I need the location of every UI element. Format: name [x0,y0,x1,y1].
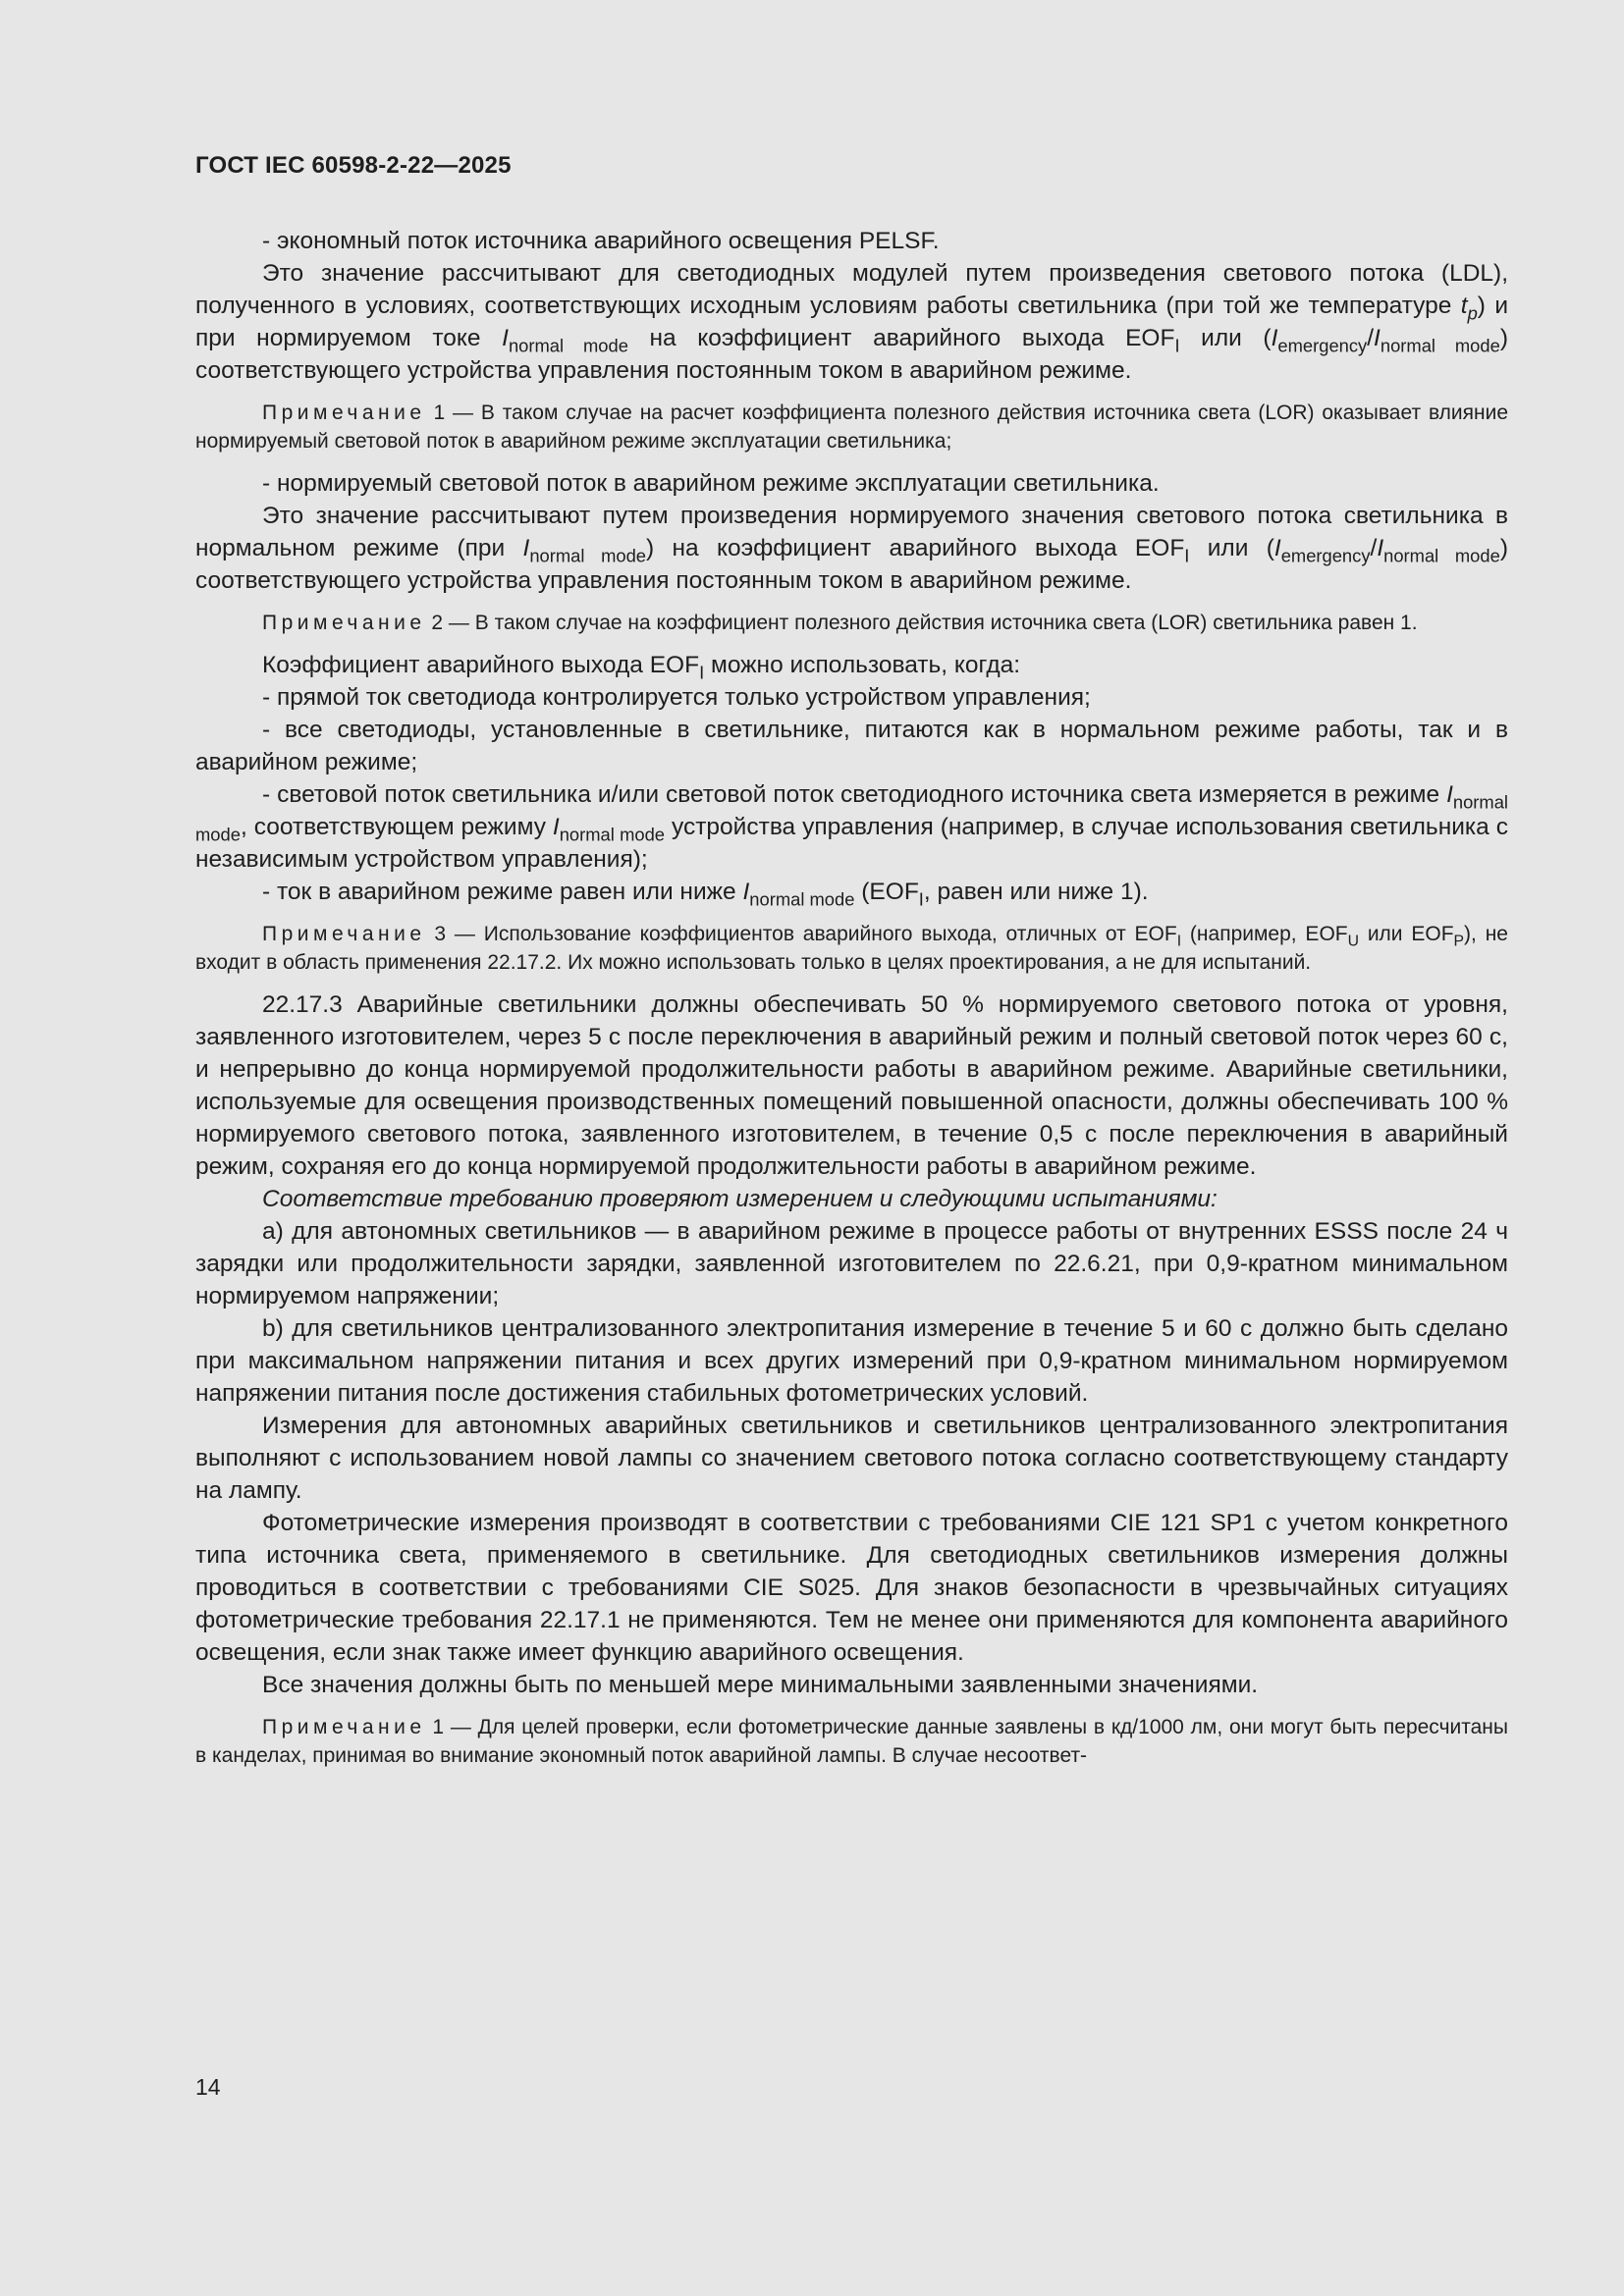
list-item: b) для светильников централизованного электропитания измерение в течение 5 и 60 с должно быть сделано при максимальном напряжении питания и всех других измерений при 0,9-кратном минимальном нормируемом напряжении питания после достижения стабильных фотометрических условий. [195,1315,1508,1407]
note: Примечание 3 — Использование коэффициентов аварийного выхода, отличных от $EOF_I$ (например, $EOF_U$ или $EOF_P$), не входит в область применения 22.17.2. Их можно использовать только в целях проектирования, а не для испытаний. [195,923,1508,974]
list-item: - ток в аварийном режиме равен или ниже $I_{normal mode}$ ($EOF_I$, равен или ниже 1). [262,879,1149,910]
list-item: - прямой ток светодиода контролируется только устройством управления; [262,684,1091,711]
compliance-statement: Соответствие требованию проверяют измерением и следующими испытаниями: [262,1186,1218,1212]
note-label: Примечание [262,612,426,634]
list-item: - световой поток светильника и/или световой поток светодиодного источника света измеряется в режиме $I_{normal mode}$, соответствующем режиму $I_{normal mode}$ устройства управления (например, в случае использования светильника с независимым устройством управления); [195,781,1508,873]
page-number: 14 [195,2074,221,2100]
note: Примечание 1 — Для целей проверки, если фотометрические данные заявлены в кд/1000 лм, они могут быть пересчитаны в канделах, принимая во внимание экономный поток аварийной лампы. В случае несоответ- [195,1716,1508,1767]
list-item: - все светодиоды, установленные в светильнике, питаются как в нормальном режиме работы, так и в аварийном режиме; [195,717,1508,775]
note-label: Примечание [262,923,426,945]
paragraph: - экономный поток источника аварийного освещения PELSF. [262,228,940,254]
paragraph: - нормируемый световой поток в аварийном режиме эксплуатации светильника. [262,470,1160,497]
note: Примечание 1 — В таком случае на расчет коэффициента полезного действия источника света (LOR) оказывает влияние нормируемый световой поток в аварийном режиме эксплуатации светильника; [195,401,1508,453]
paragraph: Все значения должны быть по меньшей мере минимальными заявленными значениями. [262,1672,1259,1698]
paragraph: Фотометрические измерения производят в соответствии с требованиями CIE 121 SP1 с учетом конкретного типа источника света, применяемого в светильнике. Для светодиодных светильников измерения должны проводиться в соответствии с требованиями CIE S025. Для знаков безопасности в чрезвычайных ситуациях фотометрические требования 22.17.1 не применяются. Тем не менее они применяются для компонента аварийного освещения, если знак также имеет функцию аварийного освещения. [195,1510,1508,1666]
document-body [195,225,1508,1782]
note: Примечание 2 — В таком случае на коэффициент полезного действия источника света (LOR) светильника равен 1. [262,612,1418,634]
note-label: Примечание [262,401,426,424]
clause-22-17-3: 22.17.3 Аварийные светильники должны обеспечивать 50 % нормируемого светового потока от уровня, заявленного изготовителем, через 5 с после переключения в аварийный режим и полный световой поток через 60 с, и непрерывно до конца нормируемой продолжительности работы в аварийном режиме. Аварийные светильники, используемые для освещения производственных помещений повышенной опасности, должны обеспечивать 100 % нормируемого светового потока, заявленного изготовителем, в течение 0,5 с после переключения в аварийный режим, сохраняя его до конца нормируемой продолжительности работы в аварийном режиме. [195,991,1508,1180]
note-label: Примечание [262,1716,426,1738]
paragraph: Измерения для автономных аварийных светильников и светильников централизованного электропитания выполняют с использованием новой лампы со значением светового потока согласно соответствующему стандарту на лампу. [195,1413,1508,1504]
paragraph: Коэффициент аварийного выхода $EOF_I$ можно использовать, когда: [262,652,1021,683]
document-header: ГОСТ IEC 60598-2-22—2025 [195,152,512,179]
list-item: а) для автономных светильников — в аварийном режиме в процессе работы от внутренних ESSS после 24 ч зарядки или продолжительности зарядки, заявленной изготовителем по 22.6.21, при 0,9-кратном минимальном нормируемом напряжении; [195,1218,1508,1309]
paragraph: Это значение рассчитывают для светодиодных модулей путем произведения светового потока (LDL), полученного в условиях, соответствующих исходным условиям работы светильника (при той же температуре $t_p$) и при нормируемом токе $I_{normal mode}$ на коэффициент аварийного выхода $EOF_I$ или $(I_{emergency}/I_{normal mode})$ соответствующего устройства управления постоянным током в аварийном режиме. [195,260,1509,384]
paragraph: Это значение рассчитывают путем произведения нормируемого значения светового потока светильника в нормальном режиме (при $I_{normal mode}$) на коэффициент аварийного выхода $EOF_I$ или $(I_{emergency}/I_{normal mode})$ соответствующего устройства управления постоянным током в аварийном режиме. [195,503,1508,594]
